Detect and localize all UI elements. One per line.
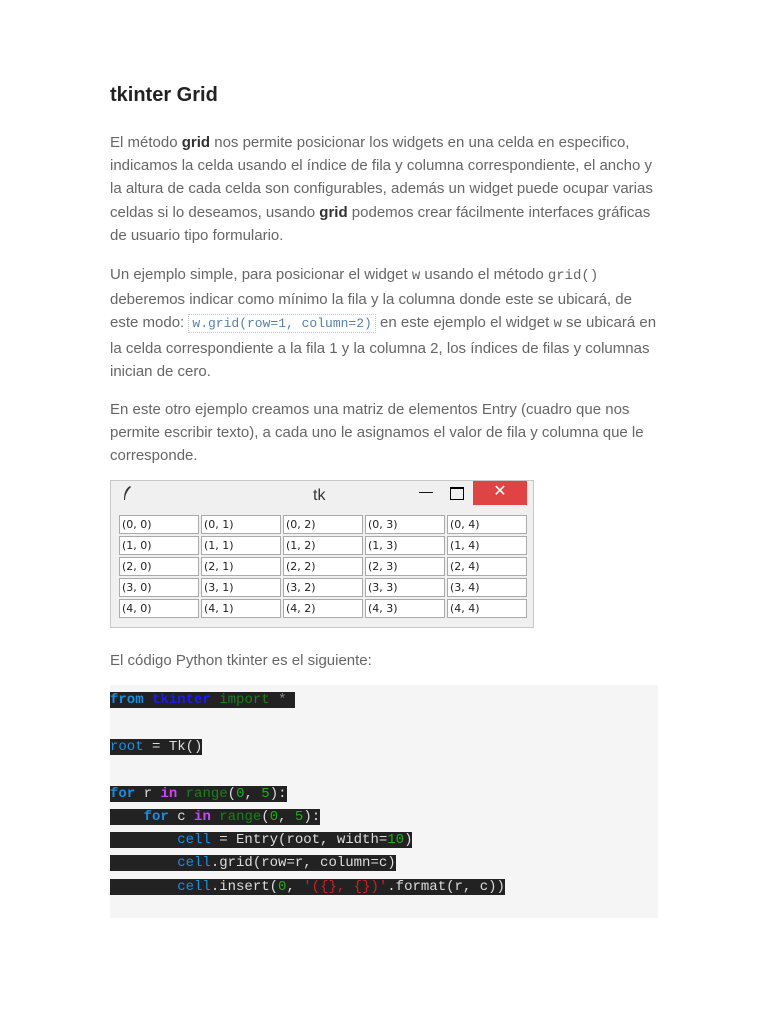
window-title: tk [313, 487, 326, 504]
page-title: tkinter Grid [110, 84, 218, 106]
code-token: * [278, 692, 287, 708]
code-token: ( [261, 809, 270, 825]
code-token: from [110, 692, 144, 708]
entry-cell[interactable]: (1, 0) [119, 536, 199, 555]
entry-cell[interactable]: (0, 1) [201, 515, 281, 534]
code-intro-paragraph: El código Python tkinter es el siguiente: [110, 652, 372, 669]
inline-code: w [553, 316, 562, 333]
feather-icon [121, 485, 133, 504]
bold-term: grid [319, 203, 348, 221]
entry-cell[interactable]: (3, 0) [119, 578, 199, 597]
code-token: ) [404, 832, 413, 848]
minimize-icon[interactable]: — [419, 483, 433, 499]
entry-cell[interactable]: (4, 3) [365, 599, 445, 618]
entry-cell[interactable]: (0, 4) [447, 515, 527, 534]
code-token: 10 [387, 832, 405, 848]
entry-cell[interactable]: (2, 3) [365, 557, 445, 576]
entry-cell[interactable]: (1, 3) [365, 536, 445, 555]
matrix-paragraph: En este otro ejemplo creamos una matriz de elementos Entry (cuadro que nos permite escribir texto), a cada uno le asignamos el valor de fila y columna que le corresponde. [110, 401, 644, 465]
code-token: .insert( [210, 879, 279, 895]
entry-cell[interactable]: (3, 4) [447, 578, 527, 597]
entry-cell[interactable]: (0, 0) [119, 515, 199, 534]
entry-cell[interactable]: (0, 3) [365, 515, 445, 534]
inline-code: w [411, 268, 421, 284]
window-titlebar [111, 481, 533, 507]
code-line [110, 878, 505, 896]
code-token: 0 [269, 809, 279, 825]
text-span: usando el método [420, 266, 548, 283]
code-token: cell [177, 832, 211, 848]
close-icon[interactable]: ✕ [473, 481, 527, 505]
code-line [110, 691, 295, 709]
text-span: se ubicará en la celda correspondiente a la fila 1 y la columna 2, los índices de filas y columnas inician de cero. [110, 314, 657, 380]
text-span: podemos crear fácilmente interfaces gráficas de usuario tipo formulario. [110, 203, 651, 244]
code-line [110, 808, 320, 826]
code-token: for [110, 786, 136, 802]
code-token: = Entry(root, width= [210, 832, 388, 848]
code-token: in [194, 809, 211, 825]
code-line [110, 831, 412, 849]
code-token: import [219, 692, 270, 708]
text-span: nos permite posicionar los widgets en una celda en especifico, indicamos la celda usando el índice de fila y columna correspondiente, el ancho y la altura de cada celda son configurables, además un widget puede ocupar varias celdas si lo deseamos, usando [110, 134, 653, 221]
code-line [110, 854, 396, 872]
entry-cell[interactable]: (1, 4) [447, 536, 527, 555]
inline-code: grid() [547, 268, 599, 284]
entry-cell[interactable]: (4, 1) [201, 599, 281, 618]
entry-cell[interactable]: (3, 2) [283, 578, 363, 597]
entry-cell[interactable]: (4, 0) [119, 599, 199, 618]
inline-code-snippet: w.grid(row=1, column=2) [188, 314, 375, 333]
code-token: 0 [236, 786, 245, 802]
code-token: c [168, 809, 195, 825]
code-token: ): [269, 786, 287, 802]
code-token: .format(r, c)) [387, 879, 505, 895]
code-token: '({}, {})' [303, 879, 388, 895]
entry-cell[interactable]: (2, 1) [201, 557, 281, 576]
code-token: root [110, 739, 144, 755]
code-token: 5 [261, 786, 270, 802]
entry-cell[interactable]: (2, 2) [283, 557, 363, 576]
code-token: = Tk() [143, 739, 203, 755]
intro-paragraph [110, 131, 658, 247]
code-line [110, 738, 202, 756]
code-token: , [286, 879, 304, 895]
example-paragraph [110, 263, 658, 383]
text-span: El método [110, 134, 182, 151]
code-token: , [278, 809, 295, 825]
code-token: r [135, 786, 161, 802]
code-token: range [219, 809, 262, 825]
entry-cell[interactable]: (0, 2) [283, 515, 363, 534]
code-token: tkinter [152, 692, 211, 708]
code-token: for [143, 809, 169, 825]
code-token: 0 [278, 879, 287, 895]
code-token: in [160, 786, 178, 802]
code-token: range [185, 786, 228, 802]
text-span: Un ejemplo simple, para posicionar el widget [110, 266, 412, 283]
entry-cell[interactable]: (2, 4) [447, 557, 527, 576]
entry-cell[interactable]: (3, 3) [365, 578, 445, 597]
code-token: ( [227, 786, 237, 802]
code-token: 5 [294, 809, 304, 825]
entry-cell[interactable]: (4, 4) [447, 599, 527, 618]
text-span: en este ejemplo el widget [375, 314, 554, 332]
entry-cell[interactable]: (1, 2) [283, 536, 363, 555]
entry-cell[interactable]: (3, 1) [201, 578, 281, 597]
text-span: deberemos indicar como mínimo la fila y la columna donde este se ubicará, de este modo: [110, 291, 632, 332]
tk-window-screenshot [110, 480, 534, 628]
entry-cell[interactable]: (4, 2) [283, 599, 363, 618]
code-token: .grid(row=r, column=c) [210, 855, 396, 871]
code-token: ): [303, 809, 321, 825]
code-block [110, 685, 658, 918]
entry-cell[interactable]: (1, 1) [201, 536, 281, 555]
bold-term: grid [181, 134, 211, 151]
code-token: cell [177, 879, 211, 895]
code-line [110, 785, 287, 803]
code-token: , [244, 786, 262, 802]
code-token: cell [177, 855, 211, 871]
maximize-icon[interactable] [450, 487, 464, 500]
entry-cell[interactable]: (2, 0) [119, 557, 199, 576]
